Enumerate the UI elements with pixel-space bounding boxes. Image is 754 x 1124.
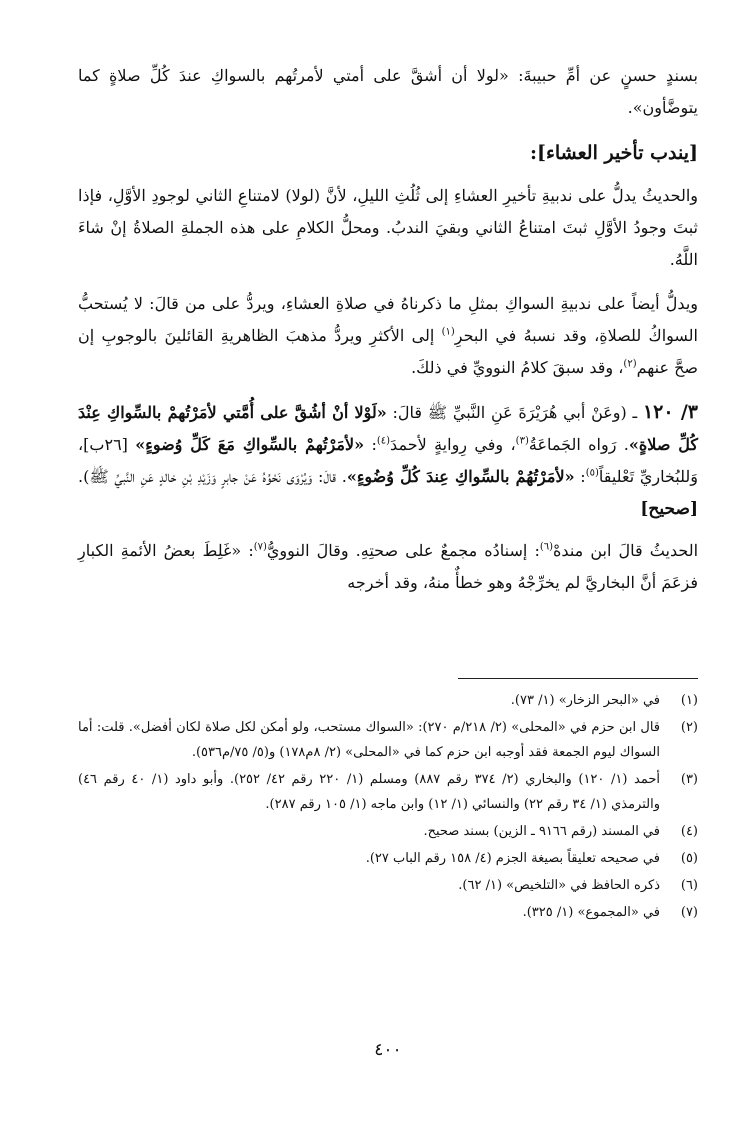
footnote-text: ذكره الحافظ في «التلخيص» (١/ ٦٢). [458,878,660,893]
hadith-variant-bukhari: «لأمَرْتُهُمْ بالسِّواكِ عِندَ كُلِّ وُضُوءٍ» [346,467,575,486]
footnote-ref-1[interactable]: (١) [441,326,455,338]
paragraph-1: والحديثُ يدلُّ على ندبيةِ تأخيرِ العشاءِ إلى ثُلُثِ الليلِ، لأنَّ (لولا) لامتناعِ الثاني لوجودِ الأوَّلِ، فإذا ثبتَ وجودُ الأوَّلِ ثبتَ امتناعُ الثاني وبقيَ الندبُ. ومحلُّ الكلامِ على هذه الجملةِ الصلاةُ إنْ شاءَ اللَّهُ. [78,186,699,269]
hadith-variant-intro: ، وفي رِوايةٍ لأحمدَ [390,435,516,454]
footnote-number: (١) [680,693,698,708]
footnote-item [78,873,698,898]
hadith-colon-2: : [574,467,586,486]
footnote-ref-5[interactable]: (٥) [585,467,599,479]
footnote-number: (٧) [680,905,698,920]
paragraph-3 [78,535,698,599]
hadith-closing: . قالَ: وَيُرْوَى نَحْوُهُ عَنْ جابرٍ وَزَيْدِ بْنِ خالدٍ عَنِ النَّبيِّ ﷺ). [78,467,347,486]
footnote-number: (٦) [680,878,698,893]
footnote-text: قال ابن حزم في «المحلى» (٢/ ٢١٨/م ٢٧٠): «السواك مستحب، ولو أمكن لكل صلاة لكان أفضل». قلت: أما السواك ليوم الجمعة فقد أوجبه ابن حزم كما في «المحلى» (٢/ ٨م١٧٨) و(٥/ ٧٥/م٥٣٦). [78,720,660,760]
footnote-ref-7[interactable]: (٧) [253,541,267,553]
footnote-text: في المسند (رقم ٩١٦٦ ـ الزين) بسند صحيح. [423,824,660,839]
intro-paragraph [78,60,698,124]
page-number: ٤٠٠ [374,1040,402,1060]
footnote-number: (٥) [680,851,698,866]
footnote-number: (٣) [680,772,698,787]
footnote-number: (٤) [680,824,698,839]
footnote-text: في «البحر الزخار» (١/ ٧٣). [510,693,660,708]
footnote-item [78,819,698,844]
footnote-ref-6[interactable]: (٦) [539,541,554,553]
paragraph-2 [78,288,698,384]
paragraph-3-text-a: الحديثُ قالَ ابن مندهْ [553,541,699,560]
footnote-ref-4[interactable]: (٤) [376,435,391,447]
paragraph-2-text-b: إلى الأكثرِ ويردُّ مذهبَ الظاهريةِ القائلينَ بالوجوبِ إن صحَّ عنهم [78,326,698,377]
paragraph-2-text-a: ويدلُّ أيضاً على ندبيةِ السواكِ بمثلِ ما ذكرناهُ في صلاةِ العشاءِ، ويردُّ على من قالَ: لا يُستحبُّ السواكُ للصلاةِ، وقد نسبهُ في البحرِ [78,294,698,345]
footnote-item [78,846,698,871]
paragraph-3-text-b: : إسنادُه مجمعٌ على صحتِهِ. وقالَ النوويُّ [266,541,540,560]
hadith-variant-ahmad: «لأمَرْتُهمْ بالسِّواكِ مَعَ كَلِّ وُضوءٍ» [135,435,365,454]
hadith-colon-1: : [364,435,377,454]
footnote-item [78,715,698,765]
hadith-isnad: ـ (وعَنْ أبي هُرَيْرَةَ عَنِ النَّبيِّ ﷺ قالَ: [386,403,643,422]
footnotes [78,688,698,927]
footnote-item [78,688,698,713]
footnote-text: في صحيحه تعليقاً بصيغة الجزم (٤/ ١٥٨ رقم الباب ٢٧). [365,851,660,866]
footnote-text: في «المجموع» (١/ ٣٢٥). [522,905,660,920]
hadith-bukhari-intro: [٢٦ب]، وَللبُخاريِّ تَعْليقاً [78,435,699,486]
footnote-separator [458,678,698,679]
intro-text: بسندٍ حسنٍ عن أمِّ حبيبةَ: «لولا أن أشقَّ على أمتي لأمرتُهم بالسواكِ عندَ كُلِّ صلاةٍ كما يتوضَّأون». [78,66,698,117]
grade-label: [صحيح] [640,499,698,519]
footnote-text: أحمد (١/ ١٢٠) والبخاري (٢/ ٣٧٤ رقم ٨٨٧) ومسلم (١/ ٢٢٠ رقم ٤٢/ ٢٥٢). وأبو داود (١/ ٤٠ رقم ٤٦) والترمذي (١/ ٣٤ رقم ٢٢) والنسائي (١/ ١٢) وابن ماجه (١/ ١٠٥ رقم ٢٨٧). [78,772,661,812]
page [78,60,698,1100]
paragraph-3-text-c: : «غَلِطَ بعضُ الأئمةِ الكبارِ فزعَمَ أنَّ البخاريَّ لم يخرِّجْهُ وهو خطأٌ منهُ، وقد أخرجه [78,541,698,592]
section-heading: [يندب تأخير العشاء]: [529,142,698,164]
hadith-takhrij: . رَواه الجَماعَةُ [528,435,629,454]
footnote-item [78,900,698,925]
hadith-block [78,396,698,525]
hadith-matn: «لَوْلا أنْ أشُقَّ على أُمَّتي لأمَرْتُهمْ بالسِّواكِ عِنْدَ كُلِّ صلاةٍ» [78,403,699,454]
footnote-ref-2[interactable]: (٢) [623,358,637,370]
paragraph-2-text-c: ، وقد سبقَ كلامُ النوويِّ في ذلكَ. [411,358,624,377]
footnote-number: (٢) [680,720,698,735]
hadith-number: ٣/ ١٢٠ [642,401,699,423]
footnote-ref-3[interactable]: (٣) [515,435,529,447]
footnote-item [78,767,698,817]
